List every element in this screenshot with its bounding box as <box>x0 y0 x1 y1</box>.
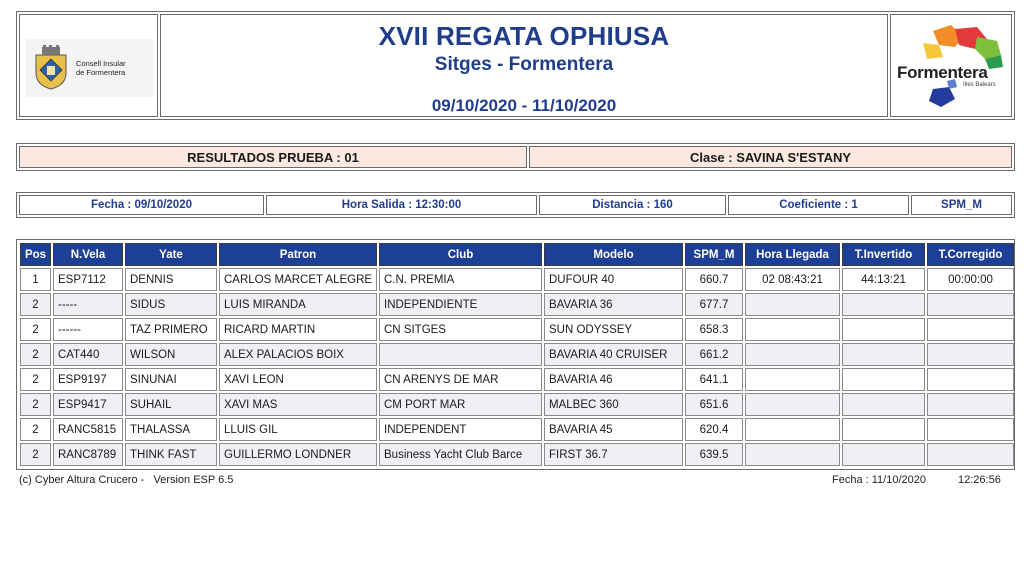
cell-patron: RICARD MARTIN <box>219 318 377 341</box>
cell-pos: 2 <box>20 343 51 366</box>
cell-yate: THINK FAST <box>125 443 217 466</box>
cell-t-corregido: 00:00:00 <box>927 268 1014 291</box>
page-title: XVII REGATA OPHIUSA <box>378 21 670 51</box>
cell-t-invertido <box>842 368 925 391</box>
start-time: Hora Salida : 12:30:00 <box>266 195 537 215</box>
table-row[interactable] <box>20 368 1014 391</box>
cell-patron: GUILLERMO LONDNER <box>219 443 377 466</box>
software-credit: (c) Cyber Altura Crucero - Version ESP 6.5 <box>19 474 234 486</box>
page-subtitle: Sitges - Formentera <box>434 54 614 75</box>
cell-pos: 2 <box>20 393 51 416</box>
cell-modelo: FIRST 36.7 <box>544 443 683 466</box>
rating-system: SPM_M <box>911 195 1012 215</box>
table-row[interactable] <box>20 318 1014 341</box>
consell-text-line1: Consell Insular <box>76 59 126 68</box>
cell-club: INDEPENDENT <box>379 418 542 441</box>
cell-hora-llegada <box>745 318 840 341</box>
cell-nvela: RANC8789 <box>53 443 123 466</box>
col-header-hora-llegada[interactable]: Hora Llegada <box>745 243 840 266</box>
cell-t-invertido: 44:13:21 <box>842 268 925 291</box>
table-row[interactable] <box>20 393 1014 416</box>
print-date: Fecha : 11/10/2020 <box>832 474 926 486</box>
cell-t-corregido <box>927 368 1014 391</box>
cell-yate: DENNIS <box>125 268 217 291</box>
formentera-logo-box <box>890 14 1012 117</box>
cell-t-invertido <box>842 293 925 316</box>
cell-spm: 658.3 <box>685 318 743 341</box>
cell-spm: 620.4 <box>685 418 743 441</box>
col-header-spm[interactable]: SPM_M <box>685 243 743 266</box>
cell-hora-llegada <box>745 293 840 316</box>
formentera-logo-sub: Illes Balears <box>963 82 996 88</box>
cell-t-corregido <box>927 443 1014 466</box>
cell-spm: 651.6 <box>685 393 743 416</box>
cell-t-corregido <box>927 343 1014 366</box>
cell-club <box>379 343 542 366</box>
cell-club: CM PORT MAR <box>379 393 542 416</box>
cell-club: C.N. PREMIA <box>379 268 542 291</box>
cell-hora-llegada <box>745 443 840 466</box>
cell-t-invertido <box>842 418 925 441</box>
cell-hora-llegada <box>745 393 840 416</box>
table-header-row <box>20 243 1014 266</box>
cell-club: INDEPENDIENTE <box>379 293 542 316</box>
results-table <box>18 241 1016 468</box>
cell-yate: SUHAIL <box>125 393 217 416</box>
consell-logo-text <box>76 59 126 77</box>
race-date: Fecha : 09/10/2020 <box>19 195 264 215</box>
cell-patron: ALEX PALACIOS BOIX <box>219 343 377 366</box>
cell-nvela: ESP9197 <box>53 368 123 391</box>
cell-modelo: BAVARIA 36 <box>544 293 683 316</box>
race-info-row <box>16 192 1015 218</box>
cell-yate: SIDUS <box>125 293 217 316</box>
table-row[interactable] <box>20 443 1014 466</box>
cell-t-corregido <box>927 293 1014 316</box>
cell-pos: 1 <box>20 268 51 291</box>
cell-modelo: DUFOUR 40 <box>544 268 683 291</box>
cell-t-invertido <box>842 318 925 341</box>
cell-hora-llegada <box>745 418 840 441</box>
cell-hora-llegada <box>745 368 840 391</box>
cell-t-invertido <box>842 343 925 366</box>
col-header-pos[interactable]: Pos <box>20 243 51 266</box>
cell-modelo: BAVARIA 40 CRUISER <box>544 343 683 366</box>
cell-t-corregido <box>927 393 1014 416</box>
results-table-container <box>16 239 1015 470</box>
cell-patron: CARLOS MARCET ALEGRE <box>219 268 377 291</box>
cell-nvela: ----- <box>53 293 123 316</box>
cell-patron: XAVI LEON <box>219 368 377 391</box>
consell-logo-box <box>19 14 158 117</box>
cell-spm: 660.7 <box>685 268 743 291</box>
consell-insular-logo <box>26 39 154 97</box>
print-time: 12:26:56 <box>958 474 1001 486</box>
cell-club: CN SITGES <box>379 318 542 341</box>
cell-spm: 677.7 <box>685 293 743 316</box>
table-body <box>20 268 1014 466</box>
col-header-nvela[interactable]: N.Vela <box>53 243 123 266</box>
cell-yate: TAZ PRIMERO <box>125 318 217 341</box>
cell-modelo: MALBEC 360 <box>544 393 683 416</box>
formentera-logo <box>893 23 1009 113</box>
table-row[interactable] <box>20 268 1014 291</box>
cell-nvela: ESP7112 <box>53 268 123 291</box>
coefficient: Coeficiente : 1 <box>728 195 909 215</box>
cell-club: Business Yacht Club Barce <box>379 443 542 466</box>
event-dates: 09/10/2020 - 11/10/2020 <box>431 96 617 115</box>
col-header-yate[interactable]: Yate <box>125 243 217 266</box>
cell-nvela: RANC5815 <box>53 418 123 441</box>
cell-hora-llegada: 02 08:43:21 <box>745 268 840 291</box>
cell-t-corregido <box>927 318 1014 341</box>
cell-pos: 2 <box>20 443 51 466</box>
cell-patron: LLUIS GIL <box>219 418 377 441</box>
cell-spm: 661.2 <box>685 343 743 366</box>
distance: Distancia : 160 <box>539 195 726 215</box>
title-box <box>160 14 888 117</box>
cell-yate: WILSON <box>125 343 217 366</box>
cell-yate: SINUNAI <box>125 368 217 391</box>
cell-patron: XAVI MAS <box>219 393 377 416</box>
cell-modelo: SUN ODYSSEY <box>544 318 683 341</box>
table-row[interactable] <box>20 293 1014 316</box>
cell-spm: 641.1 <box>685 368 743 391</box>
cell-hora-llegada <box>745 343 840 366</box>
cell-modelo: BAVARIA 45 <box>544 418 683 441</box>
cell-pos: 2 <box>20 368 51 391</box>
cell-patron: LUIS MIRANDA <box>219 293 377 316</box>
cell-pos: 2 <box>20 318 51 341</box>
formentera-logo-word: Formentera <box>897 63 988 82</box>
report-header <box>16 11 1015 120</box>
col-header-modelo[interactable]: Modelo <box>544 243 683 266</box>
cell-spm: 639.5 <box>685 443 743 466</box>
results-band <box>16 143 1015 171</box>
cell-pos: 2 <box>20 293 51 316</box>
cell-nvela: CAT440 <box>53 343 123 366</box>
cell-modelo: BAVARIA 46 <box>544 368 683 391</box>
cell-pos: 2 <box>20 418 51 441</box>
coat-of-arms-icon <box>32 45 70 91</box>
table-row[interactable] <box>20 343 1014 366</box>
col-header-club[interactable]: Club <box>379 243 542 266</box>
cell-club: CN ARENYS DE MAR <box>379 368 542 391</box>
cell-nvela: ------ <box>53 318 123 341</box>
col-header-t-corregido[interactable]: T.Corregido <box>927 243 1014 266</box>
cell-t-corregido <box>927 418 1014 441</box>
cell-t-invertido <box>842 393 925 416</box>
cell-nvela: ESP9417 <box>53 393 123 416</box>
cell-t-invertido <box>842 443 925 466</box>
col-header-patron[interactable]: Patron <box>219 243 377 266</box>
results-clase-label: Clase : SAVINA S'ESTANY <box>529 146 1012 168</box>
col-header-t-invertido[interactable]: T.Invertido <box>842 243 925 266</box>
consell-text-line2: de Formentera <box>76 68 126 77</box>
results-prueba-label: RESULTADOS PRUEBA : 01 <box>19 146 527 168</box>
table-row[interactable] <box>20 418 1014 441</box>
cell-yate: THALASSA <box>125 418 217 441</box>
